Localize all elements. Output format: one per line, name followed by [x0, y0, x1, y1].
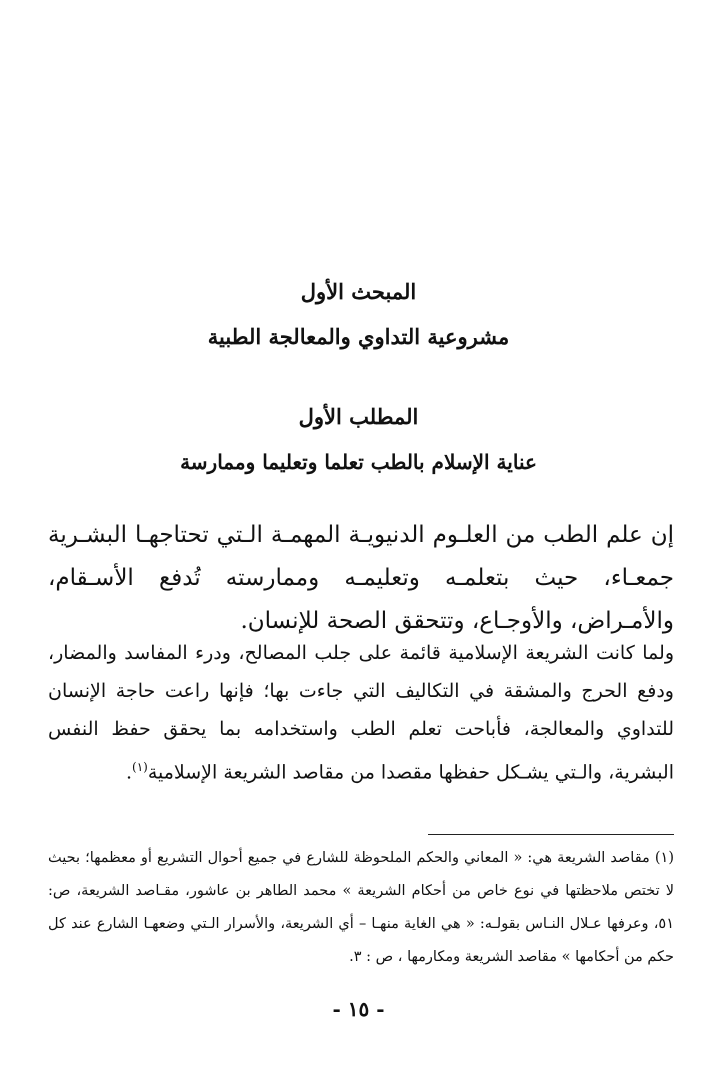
section-subtitle: عناية الإسلام بالطب تعلما وتعليما وممارسة	[180, 450, 537, 474]
section-title: المطلب الأول	[298, 404, 419, 429]
paragraph-2-text: ولما كانت الشريعة الإسلامية قائمة على جلب المصالح، ودرء المفاسد والمضار، ودفع الحرج والمشقة في التكاليف التي جاءت بها؛ فإنها راعت حاجة الإنسان للتداوي والمعالجة، فأباحت تعلم الطب واستخدامه بما يحقق حفظ النفس البشرية، والـتي يشـكل حفظها مقصدا من مقاصد الشريعة الإسلامية	[48, 642, 674, 784]
footnote-1: (١) مقاصد الشريعة هي: « المعاني والحكم الملحوظة للشارع في جميع أحوال التشريع أو معظمها؛ بحيث لا تختص ملاحظتها في نوع خاص من أحكام الشريعة » محمد الطاهر بن عاشور، مقـاصد الشريعة، ص: ٥١، وعرفها عـلال النـاس بقولـه: « هي الغاية منهـا – أي الشريعة، والأسرار الـتي وضعهـا الشارع عند كل حكم من أحكامها » مقاصد الشريعة ومكارمها ، ص : ٣.	[48, 850, 674, 965]
chapter-title: المبحث الأول	[300, 279, 417, 304]
paragraph-1: إن علم الطب من العلـوم الدنيويـة المهمـة الـتي تحتاجهـا البشـرية جمعـاء، حيث بتعلمـه وتعليمـه وممارسته تُدفع الأسـقام، والأمـراض، والأوجـاع، وتتحقق الصحة للإنسان.	[48, 522, 674, 634]
paragraph-2	[48, 634, 674, 791]
page-number: - ١٥ -	[332, 997, 385, 1021]
paragraph-2-end: .	[125, 761, 132, 784]
chapter-subtitle: مشروعية التداوي والمعالجة الطبية	[207, 324, 510, 349]
footnote-reference[interactable]: (١)	[132, 760, 148, 774]
footnote-divider	[428, 834, 674, 835]
